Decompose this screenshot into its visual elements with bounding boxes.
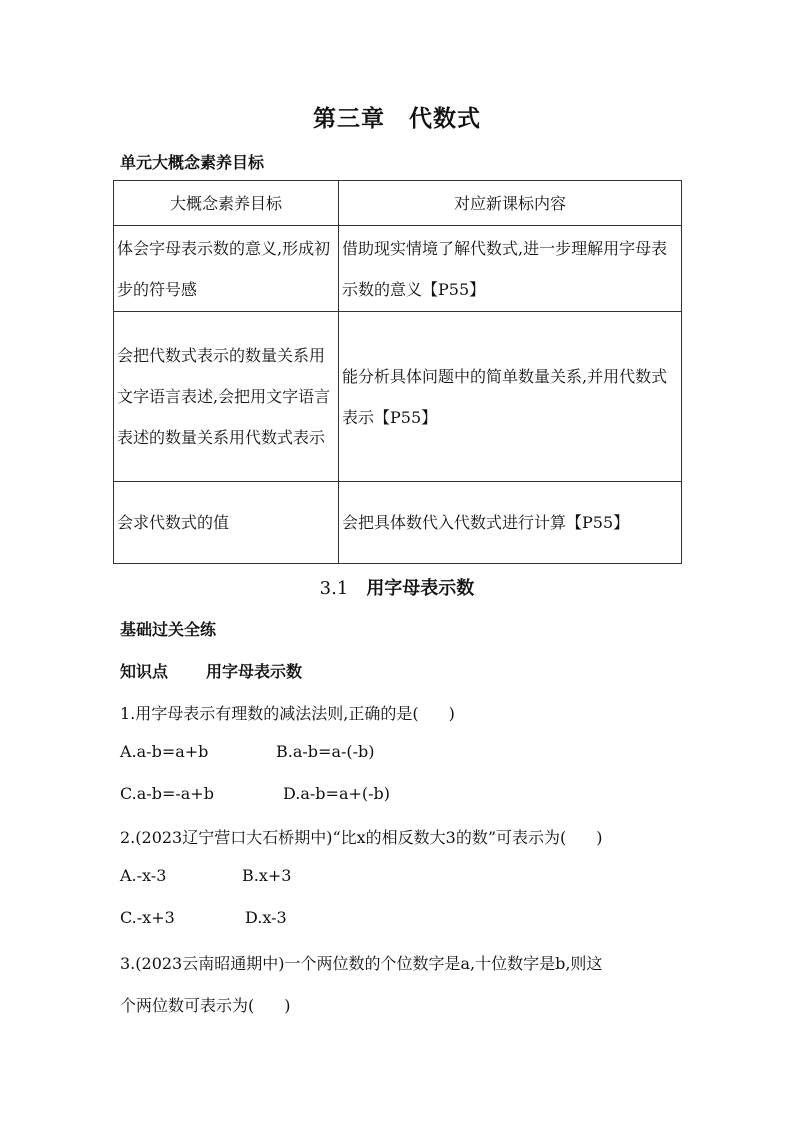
question-1-option-c[interactable]: C.a-b=-a+b <box>120 784 214 803</box>
question-2-option-c[interactable]: C.-x+3 <box>120 908 175 927</box>
question-1-stem: 1.用字母表示有理数的减法法则,正确的是( ) <box>120 704 455 723</box>
table-cell-standard: 借助现实情境了解代数式,进一步理解用字母表示数的意义【P55】 <box>339 226 682 312</box>
question-1-options-row-2 <box>120 784 390 803</box>
table-header-row <box>114 181 682 226</box>
question-2-option-d[interactable]: D.x-3 <box>245 908 287 927</box>
question-1-option-a[interactable]: A.a-b=a+b <box>120 742 209 761</box>
table-cell-goal: 会把代数式表示的数量关系用文字语言表述,会把用文字语言表述的数量关系用代数式表示 <box>114 312 339 482</box>
table-row <box>114 482 682 564</box>
question-3-stem-line-1: 3.(2023云南昭通期中)一个两位数的个位数字是a,十位数字是b,则这 <box>120 954 603 973</box>
question-2-option-b[interactable]: B.x+3 <box>242 866 292 885</box>
table-cell-goal: 会求代数式的值 <box>114 482 339 564</box>
goals-table <box>113 180 682 564</box>
knowledge-point-name: 用字母表示数 <box>206 662 303 681</box>
section-name: 用字母表示数 <box>366 578 475 599</box>
table-row <box>114 226 682 312</box>
knowledge-point-label: 知识点 <box>120 662 169 681</box>
unit-heading: 单元大概念素养目标 <box>120 153 265 172</box>
table-cell-standard: 能分析具体问题中的简单数量关系,并用代数式表示【P55】 <box>339 312 682 482</box>
chapter-title: 第三章 代数式 <box>313 105 481 132</box>
knowledge-point <box>120 659 302 682</box>
section-number: 3.1 <box>319 578 349 599</box>
question-2-option-a[interactable]: A.-x-3 <box>120 866 167 885</box>
question-1-option-d[interactable]: D.a-b=a+(-b) <box>283 784 391 803</box>
table-cell-standard: 会把具体数代入代数式进行计算【P55】 <box>339 482 682 564</box>
table-row <box>114 312 682 482</box>
question-2-options-row-1 <box>120 866 291 885</box>
practice-heading: 基础过关全练 <box>120 620 217 639</box>
table-cell-goal: 体会字母表示数的意义,形成初步的符号感 <box>114 226 339 312</box>
table-header-standard: 对应新课标内容 <box>339 181 682 226</box>
question-1-option-b[interactable]: B.a-b=a-(-b) <box>276 742 375 761</box>
question-3-stem-line-2: 个两位数可表示为( ) <box>120 996 291 1015</box>
section-title <box>0 574 794 600</box>
question-2-stem: 2.(2023辽宁营口大石桥期中)“比x的相反数大3的数”可表示为( ) <box>120 828 603 847</box>
question-1-options-row-1 <box>120 742 375 761</box>
question-2-options-row-2 <box>120 908 287 927</box>
table-header-goal: 大概念素养目标 <box>114 181 339 226</box>
